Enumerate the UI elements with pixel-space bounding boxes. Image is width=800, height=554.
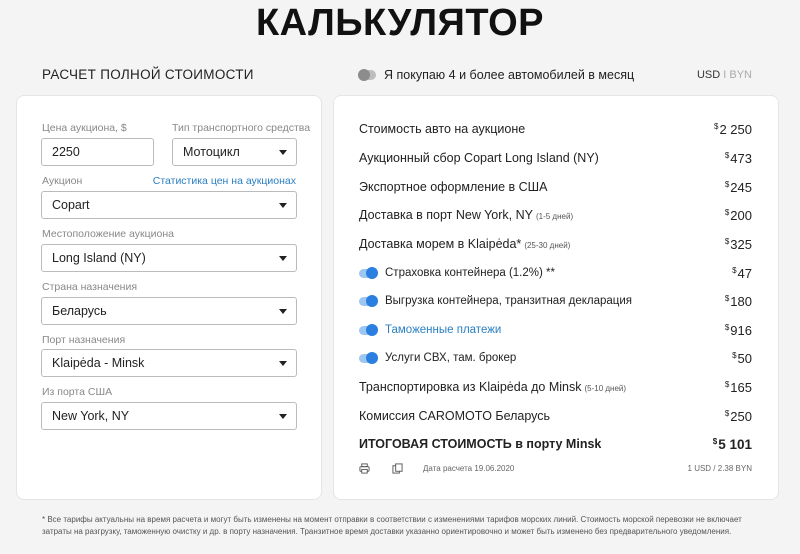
- calc-date: Дата расчета 19.06.2020: [423, 463, 515, 473]
- country-select[interactable]: [41, 297, 297, 325]
- unloading-toggle[interactable]: [359, 297, 376, 306]
- cost-note: (5-10 дней): [584, 384, 627, 393]
- country-value: Беларусь: [52, 304, 107, 318]
- from-port-select[interactable]: [41, 402, 297, 430]
- cost-row-unloading: [359, 291, 752, 311]
- cost-row-commission: [359, 406, 752, 426]
- bulk-purchase-toggle-row[interactable]: [358, 68, 634, 82]
- cost-note: (25-30 дней): [524, 241, 571, 250]
- copy-icon[interactable]: [392, 463, 403, 474]
- price-label: Цена аукциона, $: [42, 122, 127, 134]
- location-label: Местоположение аукциона: [42, 228, 174, 240]
- chevron-down-icon: [279, 256, 287, 261]
- cost-row-auction-fee: [359, 148, 752, 168]
- insurance-toggle[interactable]: [359, 269, 376, 278]
- customs-payments-link[interactable]: Таможенные платежи: [385, 324, 502, 336]
- footnote: * Все тарифы актуальны на время расчета и могут быть изменены на момент отправки в соответствии с изменениями тарифов морских линий. Стоимость морской перевозки не включает затраты на разгрузку, таможенную очистку и др. в порту назначения. Транзитное время доставки указанно ориентировочно и может быть изменено без предварительного уведомления.: [42, 515, 742, 536]
- location-select[interactable]: [41, 244, 297, 272]
- currency-byn[interactable]: BYN: [729, 69, 752, 81]
- cost-value: $245: [724, 179, 752, 195]
- cost-value: $165: [724, 379, 752, 395]
- calculator-form-panel: [16, 95, 322, 500]
- cost-label: Страховка контейнера (1.2%) **: [385, 267, 555, 279]
- cost-label: Стоимость авто на аукционе: [359, 122, 526, 136]
- page-title: КАЛЬКУЛЯТОР: [255, 2, 545, 44]
- total-cost-value: $5 101: [712, 436, 752, 452]
- cost-breakdown-panel: [333, 95, 779, 500]
- chevron-down-icon: [279, 309, 287, 314]
- auction-label: Аукцион: [42, 175, 83, 187]
- cost-label: Комиссия CAROMOTO Беларусь: [359, 409, 551, 423]
- transport-type-label: Тип транспортного средства: [172, 122, 311, 134]
- port-value: Klaipėda - Minsk: [52, 356, 145, 370]
- currency-separator: I: [723, 69, 727, 81]
- chevron-down-icon: [279, 203, 287, 208]
- broker-toggle[interactable]: [359, 354, 376, 363]
- cost-row-insurance: [359, 263, 752, 283]
- total-cost-label: ИТОГОВАЯ СТОИМОСТЬ в порту Minsk: [359, 437, 602, 451]
- cost-value: $325: [724, 236, 752, 252]
- bulk-purchase-toggle[interactable]: [358, 70, 376, 80]
- cost-row-port-delivery: [359, 205, 752, 225]
- cost-label: Услуги СВХ, там. брокер: [385, 352, 517, 364]
- cost-value: $916: [724, 322, 752, 338]
- cost-row-auction-price: [359, 119, 752, 139]
- cost-row-sea-delivery: [359, 234, 752, 254]
- transport-type-select[interactable]: [172, 138, 297, 166]
- cost-value: $2 250: [714, 121, 752, 137]
- total-cost-row: [359, 434, 752, 454]
- chevron-down-icon: [279, 150, 287, 155]
- cost-row-broker: [359, 348, 752, 368]
- from-port-label: Из порта США: [42, 386, 113, 398]
- print-icon[interactable]: [359, 463, 370, 474]
- customs-toggle[interactable]: [359, 326, 376, 335]
- cost-label: Транспортировка из Klaipėda до Minsk (5-10 дней): [359, 380, 627, 394]
- port-label: Порт назначения: [42, 334, 126, 346]
- exchange-rate: 1 USD / 2.38 BYN: [687, 463, 752, 473]
- currency-usd[interactable]: USD: [696, 69, 721, 81]
- cost-label: Доставка морем в Klaipėda* (25-30 дней): [359, 237, 571, 251]
- cost-label: Аукционный сбор Copart Long Island (NY): [359, 151, 599, 165]
- transport-type-value: Мотоцикл: [183, 145, 240, 159]
- cost-label: Доставка в порт New York, NY (1-5 дней): [359, 208, 574, 222]
- cost-row-export: [359, 177, 752, 197]
- location-value: Long Island (NY): [52, 251, 146, 265]
- from-port-value: New York, NY: [52, 409, 130, 423]
- bulk-purchase-label: Я покупаю 4 и более автомобилей в месяц: [384, 68, 635, 82]
- section-title: РАСЧЕТ ПОЛНОЙ СТОИМОСТИ: [42, 67, 254, 82]
- currency-switch: [697, 69, 752, 81]
- cost-row-inland-transport: [359, 377, 752, 397]
- cost-label: Выгрузка контейнера, транзитная декларация: [385, 295, 633, 307]
- cost-note: (1-5 дней): [535, 212, 574, 221]
- cost-value: $180: [724, 293, 752, 309]
- cost-label: Экспортное оформление в США: [359, 180, 548, 194]
- country-label: Страна назначения: [42, 281, 138, 293]
- cost-value: $50: [732, 350, 752, 366]
- cost-value: $200: [724, 207, 752, 223]
- price-input[interactable]: [41, 138, 154, 166]
- chevron-down-icon: [279, 361, 287, 366]
- auction-value: Copart: [52, 198, 90, 212]
- cost-value: $473: [724, 150, 752, 166]
- price-value: 2250: [52, 145, 80, 159]
- cost-value: $250: [724, 408, 752, 424]
- auction-select[interactable]: [41, 191, 297, 219]
- cost-row-customs: [359, 320, 752, 340]
- port-select[interactable]: [41, 349, 297, 377]
- auction-stats-link[interactable]: Статистика цен на аукционах: [152, 175, 296, 187]
- cost-value: $47: [732, 265, 752, 281]
- chevron-down-icon: [279, 414, 287, 419]
- calc-footer: [359, 461, 752, 475]
